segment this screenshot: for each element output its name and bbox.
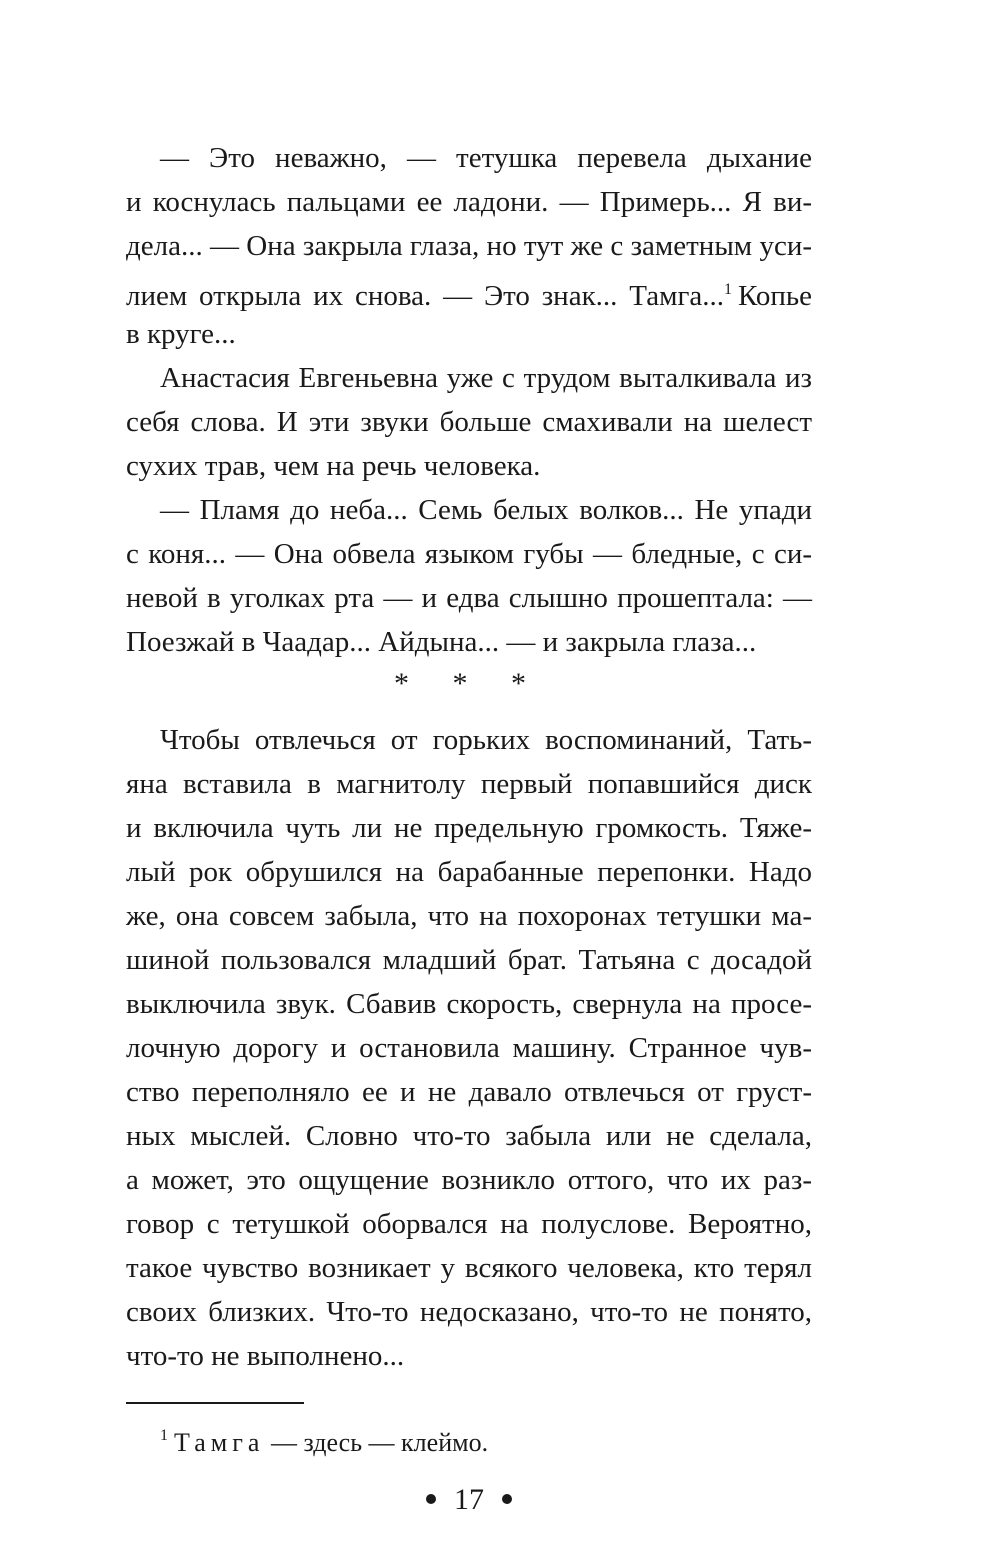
text-line: и коснулась пальцами ее ладони. — Примерь... Я ви- (126, 186, 812, 218)
text-line: себя слова. И эти звуки больше смахивали на шелест (126, 406, 812, 438)
text-line: с коня... — Она обвела языком губы — бледные, с си- (126, 538, 812, 570)
text-line: яна вставила в магнитолу первый попавшийся диск (126, 768, 812, 800)
text-line: а может, это ощущение возникло оттого, что их раз- (126, 1164, 812, 1196)
text-line: и включила чуть ли не предельную громкость. Тяже- (126, 812, 812, 844)
text-line: в круге... (126, 318, 236, 350)
text-line: невой в уголках рта — и едва слышно прошептала: — (126, 582, 812, 614)
text-line: Поезжай в Чаадар... Айдына... — и закрыла глаза... (126, 626, 757, 658)
page-number (126, 1478, 812, 1522)
bullet-icon (502, 1494, 512, 1504)
footnote-text: — здесь — клеймо. (264, 1428, 489, 1457)
text-line: — Это неважно, — тетушка перевела дыхание (160, 142, 812, 174)
text-line: дела... — Она закрыла глаза, но тут же с заметным уси- (126, 230, 812, 262)
text-line: своих близких. Что-то недосказано, что-то не понято, (126, 1296, 812, 1328)
text-fragment: лием открыла их снова. — Это знак... Тамга... (126, 280, 724, 312)
footnote-reference[interactable]: 1 (723, 281, 732, 298)
text-line: лочную дорогу и остановила машину. Странное чув- (126, 1032, 812, 1064)
text-line: говор с тетушкой оборвался на полуслове. Вероятно, (126, 1208, 812, 1240)
text-fragment: Копье (737, 280, 812, 312)
text-line: лый рок обрушился на барабанные перепонки. Надо (126, 856, 812, 888)
text-line: же, она совсем забыла, что на похоронах тетушки ма- (126, 900, 812, 932)
text-line: что-то не выполнено... (126, 1340, 405, 1372)
text-line: такое чувство возникает у всякого человека, кто терял (126, 1252, 812, 1284)
section-separator: * * * (394, 667, 544, 700)
text-line: — Пламя до неба... Семь белых волков... Не упади (160, 494, 812, 526)
text-line: Анастасия Евгеньевна уже с трудом выталкивала из (160, 362, 812, 394)
footnote-number: 1 (160, 1427, 168, 1444)
footnote (160, 1416, 488, 1463)
text-line: сухих трав, чем на речь человека. (126, 450, 541, 482)
text-line: ных мыслей. Словно что-то забыла или не сделала, (126, 1120, 812, 1152)
page-number-value: 17 (454, 1483, 484, 1516)
bullet-icon (426, 1494, 436, 1504)
text-line: выключила звук. Сбавив скорость, свернула на просе- (126, 988, 812, 1020)
footnote-rule (126, 1402, 304, 1404)
text-line: Чтобы отвлечься от горьких воспоминаний, Тать- (160, 724, 812, 756)
text-line-with-footnote (126, 268, 812, 318)
text-line: шиной пользовался младший брат. Татьяна с досадой (126, 944, 812, 976)
text-line: ство переполняло ее и не давало отвлечься от груст- (126, 1076, 812, 1108)
footnote-term: Тамга (174, 1428, 265, 1457)
